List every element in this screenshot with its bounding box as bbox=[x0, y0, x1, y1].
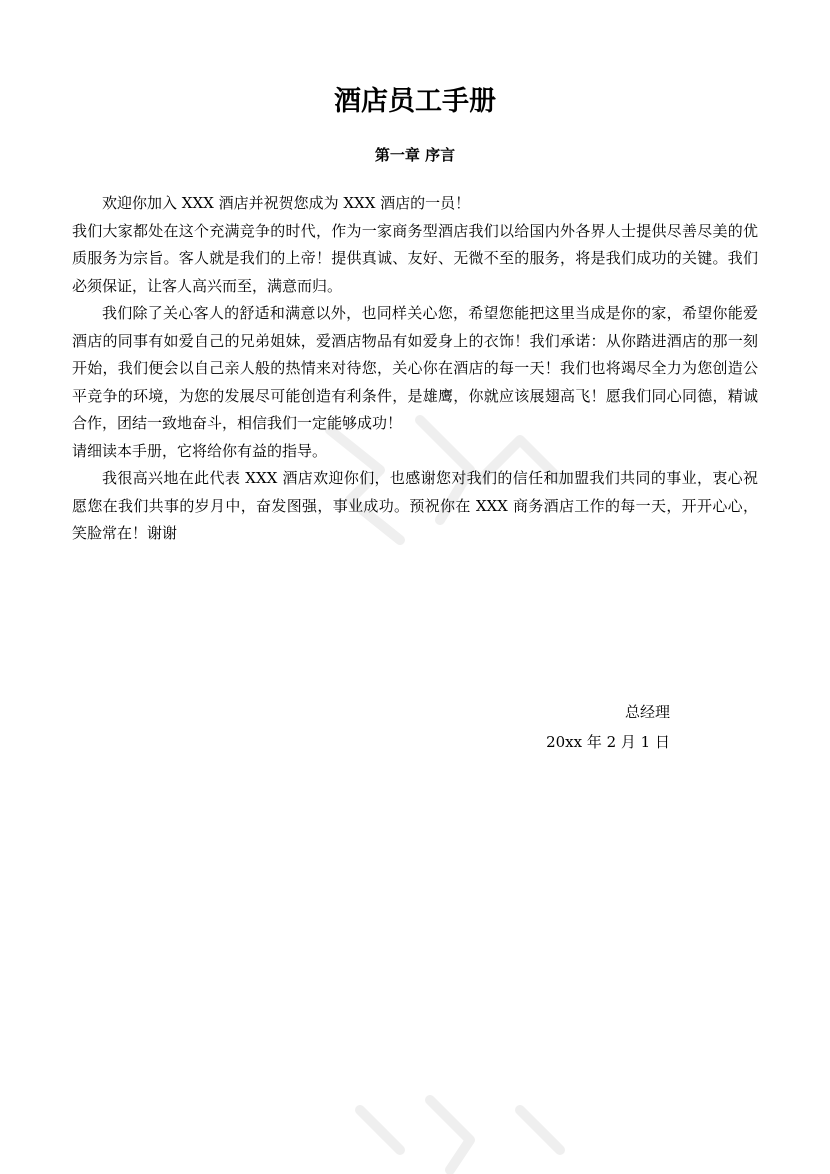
signature-title: 总经理 bbox=[624, 703, 670, 721]
paragraph-welcome: 欢迎你加入 XXX 酒店并祝贺您成为 XXX 酒店的一员！ bbox=[102, 194, 471, 212]
chapter-heading: 第一章 序言 bbox=[374, 146, 456, 164]
paragraph-read-manual: 请细读本手册，它将给你有益的指导。 bbox=[72, 441, 328, 460]
paragraph-mission: 我们大家都处在这个充满竞争的时代，作为一家商务型酒店我们以给国内外各界人士提供尽善尽美的优质服务为宗旨。客人就是我们的上帝！提供真诚、友好、无微不至的服务，将是我们成功的关键。我们必须保证，让客人高兴而至，满意而归。 bbox=[72, 221, 758, 295]
signature-date: 20xx 年 2 月 1 日 bbox=[546, 733, 670, 751]
body-text bbox=[72, 190, 758, 548]
paragraph-care: 我们除了关心客人的舒适和满意以外，也同样关心您，希望您能把这里当成是你的家，希望你能爱酒店的同事有如爱自己的兄弟姐妹，爱酒店物品有如爱身上的衣饰！我们承诺：从你踏进酒店的那一刻开始，我们便会以自己亲人般的热情来对待您，关心你在酒店的每一天！我们也将竭尽全力为您创造公平竞争的环境，为您的发展尽可能创造有利条件，是雄鹰，你就应该展翅高飞！愿我们同心同德，精诚合作，团结一致地奋斗，相信我们一定能够成功！ bbox=[72, 304, 758, 432]
paragraph-closing: 我很高兴地在此代表 XXX 酒店欢迎你们，也感谢您对我们的信任和加盟我们共同的事业，衷心祝愿您在我们共事的岁月中，奋发图强，事业成功。预祝你在 XXX 商务酒店工作的每一天，开开心心，笑脸常在！谢谢 bbox=[72, 469, 758, 542]
document-title: 酒店员工手册 bbox=[334, 86, 496, 117]
